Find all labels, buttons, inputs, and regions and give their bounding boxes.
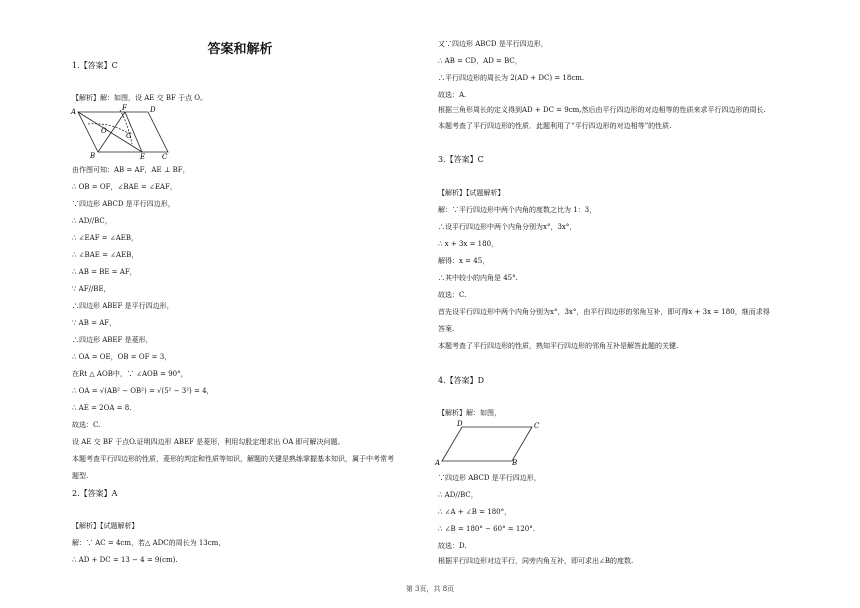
left-text-line: ∴ AD + DC = 13 − 4 = 9(cm). [72,556,178,564]
left-text-line: 解：∵ AC = 4cm，若△ ADC的周长为 13cm， [72,539,226,547]
figure-2-parallelogram [432,418,552,468]
left-text-line: ∴ AE = 2OA = 8. [72,404,132,412]
left-text-line: 故选：C. [72,421,101,429]
right-text-line: ∴ ∠B = 180° − 60° = 120°. [438,525,535,533]
left-text-line: 1.【答案】C [72,61,118,70]
left-text-line: ∴ AB = BE = AF， [72,268,137,276]
left-text-line: ∵ AB = AF， [72,319,117,327]
left-text-line: ∴ OB = OF，∠BAE = ∠EAF， [72,183,177,191]
fig1-label-O: O [101,127,107,135]
left-text-line: ∴ OA = OE，OB = OF = 3， [72,353,172,361]
left-text-line: ∴四边形 ABEF 是平行四边形， [72,302,174,310]
right-text-line: 故选：A. [438,91,467,99]
left-text-line: ∴四边形 ABEF 是菱形， [72,336,153,344]
left-text-line: 由作图可知：AB = AF，AE ⊥ BF， [72,166,190,174]
right-text-line: 根据三角形周长的定义得到AD + DC = 9cm,然后由平行四边形的对边相等的性质来求平行四边形的周长. [438,106,766,114]
right-text-line: ∴其中较小的内角是 45°. [438,274,518,282]
right-text-line: ∴ AB = CD，AD = BC， [438,57,522,65]
right-text-line: 【解析】【试题解析】 [438,189,505,197]
fig1-label-C: C [162,153,168,160]
left-text-line: ∴ ∠BAE = ∠AEB， [72,251,139,259]
fig2-label-A: A [435,459,441,467]
right-text-line: ∴ AD//BC， [438,491,478,499]
right-text-line: 3.【答案】C [438,155,484,164]
fig1-label-A: A [71,108,77,116]
left-text-line: ∴ ∠EAF = ∠AEB， [72,234,139,242]
fig1-label-E: E [140,153,146,160]
left-text-line: 【解析】【试题解析】 [72,522,139,530]
figure-1-parallelogram [70,104,180,160]
fig1-label-B: B [90,152,96,160]
right-text-line: ∴设平行四边形中两个内角分别为x°，3x°， [438,223,577,231]
right-text-line: 解：∵平行四边形中两个内角的度数之比为 1：3， [438,206,597,214]
fig1-label-G: G [126,132,132,140]
right-text-line: 解得：x = 45， [438,257,490,265]
page-footer: 第 3页，共 8页 [405,585,455,593]
left-text-line: ∵四边形 ABCD 是平行四边形， [72,200,175,208]
fig2-label-D: D [457,420,463,428]
right-text-line: 根据平行四边形对边平行，同旁内角互补，即可求出∠B的度数. [438,557,634,565]
left-text-line: 题型. [72,472,89,480]
right-text-line: ∴ ∠A + ∠B = 180°， [438,508,512,516]
fig2-label-C: C [534,422,540,430]
page-title: 答案和解析 [207,42,273,57]
right-text-line: 本题考查了平行四边形的性质，熟知平行四边形的邻角互补是解答此题的关键. [438,342,679,350]
fig1-label-F: F [122,104,127,112]
left-text-line: 本题考查平行四边形的性质，菱形的判定和性质等知识，解题的关键是熟练掌握基本知识，属于中考常考 [72,455,394,463]
left-text-line: ∵ AF//BE， [72,285,111,293]
right-text-line: ∴平行四边形的周长为 2(AD + DC) = 18cm. [438,74,585,82]
right-text-line: ∴ x + 3x = 180， [438,240,499,248]
left-text-line: 2.【答案】A [72,489,118,498]
fig2-label-B: B [512,459,518,467]
right-text-line: 又∵四边形 ABCD 是平行四边形， [438,40,548,48]
right-text-line: 故选：C. [438,291,467,299]
right-text-line: ∵四边形 ABCD 是平行四边形， [438,474,541,482]
left-text-line: 【解析】解：如图，设 AE 交 BF 于点 O。 [72,94,208,102]
left-text-line: 设 AE 交 BF 于点O.证明四边形 ABEF 是菱形，利用勾股定理求出 OA 即可解决问题。 [72,438,345,446]
right-text-line: 4.【答案】D [438,376,485,385]
left-text-line: 在Rt △ AOB中，∵ ∠AOB = 90°， [72,370,188,378]
left-text-line: ∴ OA = √(AB² − OB²) = √(5² − 3²) = 4， [72,387,214,395]
fig1-label-D: D [150,106,156,114]
right-text-line: 【解析】解：如图， [438,409,501,417]
right-text-line: 本题考查了平行四边形的性质．此题利用了“平行四边形的对边相等”的性质. [438,122,672,130]
left-text-line: ∴ AD//BC， [72,217,112,225]
right-text-line: 故选：D. [438,542,467,550]
right-text-line: 首先设平行四边形中两个内角分别为x°，3x°，由平行四边形的邻角互补，即可得x + 3x = 180，继而求得 [438,308,770,316]
right-text-line: 答案. [438,325,455,333]
